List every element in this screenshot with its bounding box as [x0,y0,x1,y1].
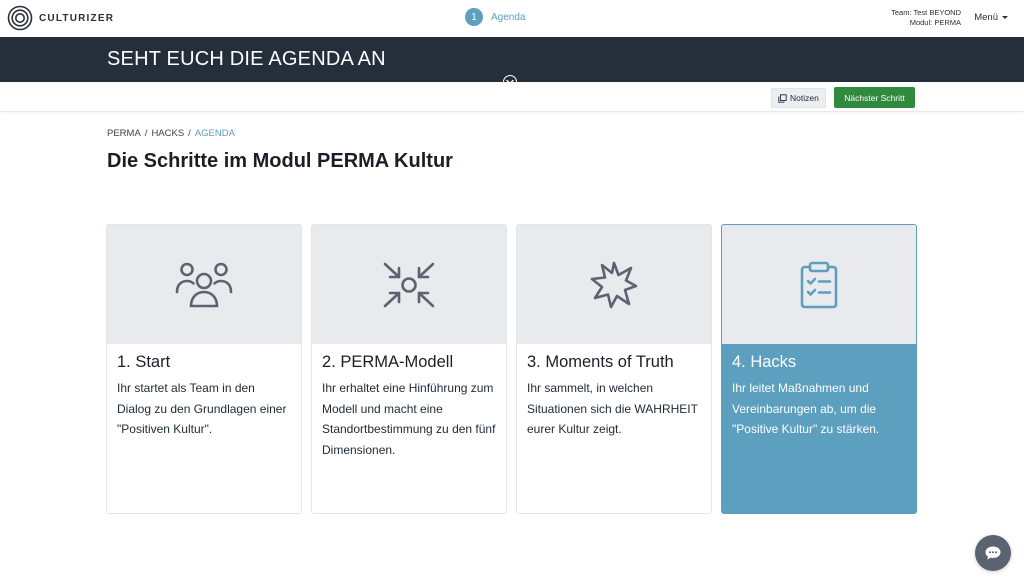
module-name: Modul: PERMA [909,18,961,27]
step-indicator[interactable] [465,8,525,26]
clipboard-checklist-icon [799,261,839,309]
users-icon [175,261,233,309]
card-description: Ihr startet als Team in den Dialog zu den Grundlagen einer "Positiven Kultur". [117,381,287,436]
logo[interactable] [7,5,114,31]
breadcrumb-item-perma[interactable]: PERMA [107,128,141,139]
breadcrumb [107,128,235,139]
top-navigation [0,0,1024,37]
team-info [891,8,961,28]
step-cards [106,224,917,514]
arrows-inward-icon [380,261,438,309]
step-card-moments-of-truth[interactable] [516,224,712,514]
step-card-hacks[interactable] [721,224,917,514]
chat-bubble-icon [984,545,1002,561]
chat-button[interactable] [975,535,1011,571]
card-image [312,225,506,344]
banner-title: SEHT EUCH DIE AGENDA AN [107,48,386,70]
step-number-badge: 1 [465,8,483,26]
card-description: Ihr erhaltet eine Hinführung zum Modell und macht eine Standortbestimmung zu den fünf Dimensionen. [322,381,496,457]
card-image [722,225,916,344]
logo-text: CULTURIZER [39,12,115,24]
card-image [107,225,301,344]
card-title: 1. Start [117,353,171,371]
notes-button[interactable] [771,88,826,108]
card-image [517,225,711,344]
breadcrumb-separator: / [144,128,148,139]
breadcrumb-item-hacks[interactable]: HACKS [151,128,185,139]
starburst-icon [589,260,639,310]
notes-icon [778,94,787,103]
caret-down-icon [1002,16,1008,19]
breadcrumb-separator: / [188,128,191,139]
culturizer-logo-icon [7,5,33,31]
step-card-perma-modell[interactable] [311,224,507,514]
card-title: 4. Hacks [732,353,797,371]
step-card-start[interactable] [106,224,302,514]
card-description: Ihr sammelt, in welchen Situationen sich die WAHRHEIT eurer Kultur zeigt. [527,381,698,436]
next-step-button[interactable]: Nächster Schritt [834,87,915,108]
breadcrumb-item-agenda: AGENDA [194,128,235,139]
step-label: Agenda [491,11,526,23]
notes-button-label: Notizen [790,93,819,103]
page-banner [0,37,1024,82]
team-name: Team: Test BEYOND [891,8,961,17]
page-title: Die Schritte im Modul PERMA Kultur [107,150,453,172]
card-description: Ihr leitet Maßnahmen und Vereinbarungen ab, um die "Positive Kultur" zu stärken. [732,381,880,436]
card-title: 3. Moments of Truth [527,353,674,371]
action-bar [0,82,1024,112]
menu-dropdown[interactable] [974,12,1008,23]
card-title: 2. PERMA-Modell [322,353,454,371]
menu-label: Menü [974,12,998,23]
